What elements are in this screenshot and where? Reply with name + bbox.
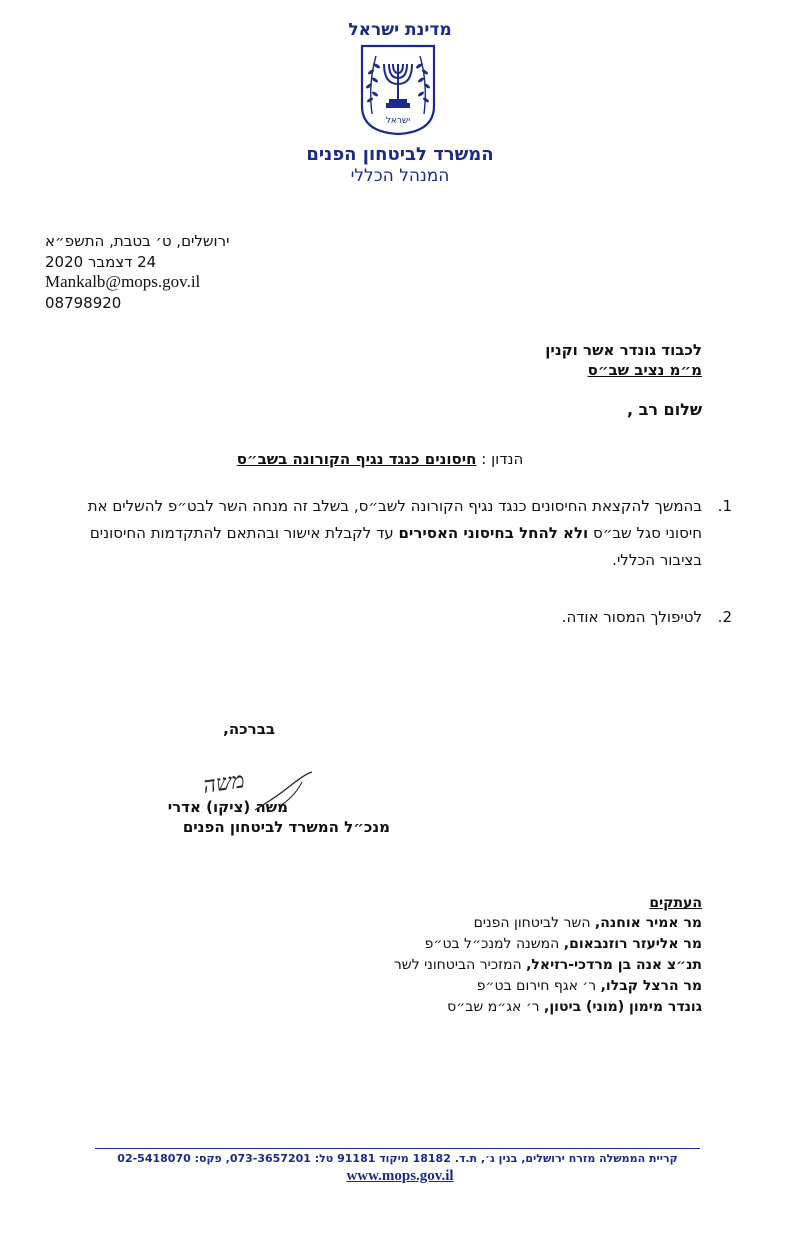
paragraph-2-text: לטיפולך המסור אודה.	[561, 608, 702, 626]
footer-website-link[interactable]: www.mops.gov.il	[346, 1168, 454, 1184]
subject-line	[180, 450, 580, 468]
email: Mankalb@mops.gov.il	[45, 272, 201, 291]
signer-name: משה (ציקו) אדרי	[167, 798, 288, 816]
paragraph-1-text-a: בהמשך להקצאת החיסונים כנגד נגיף הקורונה לשב״ס, בשלב זה מנחה השר לבט״פ להשלים את חיסוני סגל שב״ס	[87, 497, 702, 542]
office-name: המנהל הכללי	[350, 166, 450, 186]
paragraph-1-text-b: עד לקבלת אישור ובהתאם להתקדמות החיסונים בציבור הכללי.	[89, 524, 702, 569]
paragraph-1-number: 1.	[717, 497, 732, 515]
emblem-text: ישראל	[385, 116, 411, 126]
date-gregorian: 24 דצמבר 2020	[45, 253, 157, 271]
closing-blessing: בברכה,	[223, 720, 275, 738]
greeting: שלום רב ,	[626, 400, 702, 419]
date-hebrew: ירושלים, ט׳ בטבת, התשפ״א	[45, 232, 230, 250]
copies-item: מר הרצל קבלו, ר׳ אגף חירום בט״פ	[476, 978, 702, 994]
state-title: מדינת ישראל	[348, 20, 452, 40]
paragraph-2-number: 2.	[717, 608, 732, 626]
state-emblem-icon	[358, 44, 438, 136]
footer-divider	[95, 1148, 700, 1149]
copies-item: תנ״צ אנה בן מרדכי-רזיאל, המזכיר הביטחוני לשר	[393, 957, 702, 973]
paragraph-1-bold: ולא להחל בחיסוני האסירים	[398, 524, 589, 542]
subject-label: הנדון :	[481, 450, 524, 468]
recipient-line1: לכבוד גונדר אשר וקנין	[545, 341, 702, 359]
copies-item: מר אמיר אוחנה, השר לביטחון הפנים	[473, 915, 702, 931]
ministry-name: המשרד לביטחון הפנים	[306, 144, 494, 165]
paragraph-1	[62, 493, 732, 574]
subject-text: חיסונים כנגד נגיף הקורונה בשב״ס	[236, 450, 477, 468]
reference-number: 08798920	[45, 294, 122, 312]
copies-item: מר אליעזר רוזנבאום, המשנה למנכ״ל בט״פ	[424, 936, 702, 952]
copies-title: העתקים	[649, 895, 702, 911]
footer-address: קריית הממשלה מזרח ירושלים, בנין ג׳, ת.ד. 18182 מיקוד 91181 טל: 073-3657201, פקס: 02-5418070	[117, 1152, 678, 1165]
copies-item: גונדר מימון (מוני) ביטון, ר׳ אג״מ שב״ס	[447, 999, 702, 1015]
signer-title: מנכ״ל המשרד לביטחון הפנים	[182, 818, 390, 836]
paragraph-2	[62, 604, 732, 631]
handwritten-signature: משה	[202, 768, 247, 799]
recipient-line2: מ״מ נציב שב״ס	[587, 361, 702, 379]
